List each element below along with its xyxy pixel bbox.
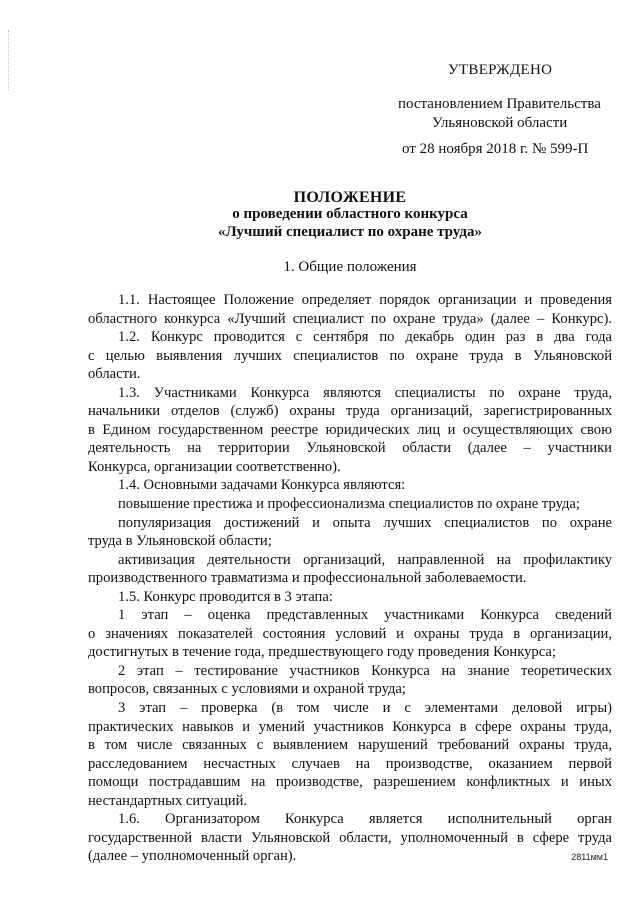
- body-line: 1.1. Настоящее Положение определяет порядок организации и проведения: [118, 292, 612, 308]
- document-subtitle: о проведении областного конкурса: [232, 206, 468, 222]
- body-line: помощи пострадавшим на производстве, разрешением конфликтных и иных: [88, 774, 612, 791]
- document-body: [88, 291, 612, 866]
- page-code: 2811мм1: [571, 852, 608, 862]
- body-line: 3 этап – проверка (в том числе и с элементами деловой игры): [118, 700, 612, 717]
- body-line: 1.2. Конкурс проводится с сентября по декабрь один раз в два года: [118, 329, 612, 346]
- body-line: достигнутых в течение года, предшествующего году проведения Конкурса;: [88, 644, 556, 661]
- body-line: популяризация достижений и опыта лучших специалистов по охране: [118, 514, 612, 531]
- body-line: начальники отделов (служб) охраны труда организаций, зарегистрированных: [88, 403, 612, 420]
- body-line: с целью выявления лучших специалистов по охране труда в Ульяновской: [88, 347, 612, 364]
- body-line: области.: [88, 366, 141, 383]
- body-line: в том числе связанных с выявлением нарушений требований охраны труда,: [88, 737, 612, 754]
- body-line: 1.4. Основными задачами Конкурса являются:: [118, 477, 406, 494]
- body-line: 1.5. Конкурс проводится в 3 этапа:: [118, 588, 333, 605]
- body-line: труда в Ульяновской области;: [88, 533, 272, 550]
- body-line: 1.6. Организатором Конкурса является исполнительный орган: [118, 811, 612, 828]
- body-line: практических навыков и умений участников Конкурса в сфере охраны труда,: [88, 718, 612, 735]
- approval-date-line: от 28 ноября 2018 г. № 599-П: [402, 141, 589, 157]
- body-line: активизация деятельности организаций, направленной на профилактику: [118, 551, 612, 568]
- body-line: 1.3. Участниками Конкурса являются специалисты по охране труда,: [118, 384, 612, 401]
- body-line: деятельность на территории Ульяновской области (далее – участники: [88, 440, 612, 457]
- document-title: ПОЛОЖЕНИЕ: [293, 189, 407, 206]
- section-heading: 1. Общие положения: [283, 259, 417, 275]
- body-line: Конкурса, организации соответственно).: [88, 458, 341, 475]
- body-line: производственного травматизма и профессиональной заболеваемости.: [88, 570, 527, 587]
- body-line: 2 этап – тестирование участников Конкурса на знание теоретических: [118, 662, 612, 679]
- approval-decree-line: постановлением Правительства: [398, 96, 601, 112]
- body-line: о значениях показателей состояния условий и охраны труда в организации,: [88, 625, 612, 642]
- body-line: повышение престижа и профессионализма специалистов по охране труда;: [118, 496, 580, 513]
- body-line: вопросов, связанных с условиями и охраной труда;: [88, 681, 406, 698]
- body-line: нестандартных ситуаций.: [88, 792, 248, 809]
- body-line: областного конкурса «Лучший специалист по охране труда» (далее – Конкурс).: [88, 310, 612, 327]
- body-line: государственной власти Ульяновской области, уполномоченный в сфере труда: [88, 829, 612, 846]
- scan-margin-marks: [8, 30, 11, 90]
- body-line: в Едином государственном реестре юридических лиц и осуществляющих свою: [88, 421, 612, 438]
- contest-name: «Лучший специалист по охране труда»: [218, 224, 482, 240]
- approval-stamp-title: УТВЕРЖДЕНО: [448, 62, 553, 78]
- approval-region-line: Ульяновской области: [432, 115, 568, 131]
- body-line: (далее – уполномоченный орган).: [88, 848, 297, 865]
- body-line: расследованием несчастных случаев на производстве, оказанием первой: [88, 755, 612, 772]
- body-line: 1 этап – оценка представленных участниками Конкурса сведений: [118, 607, 612, 624]
